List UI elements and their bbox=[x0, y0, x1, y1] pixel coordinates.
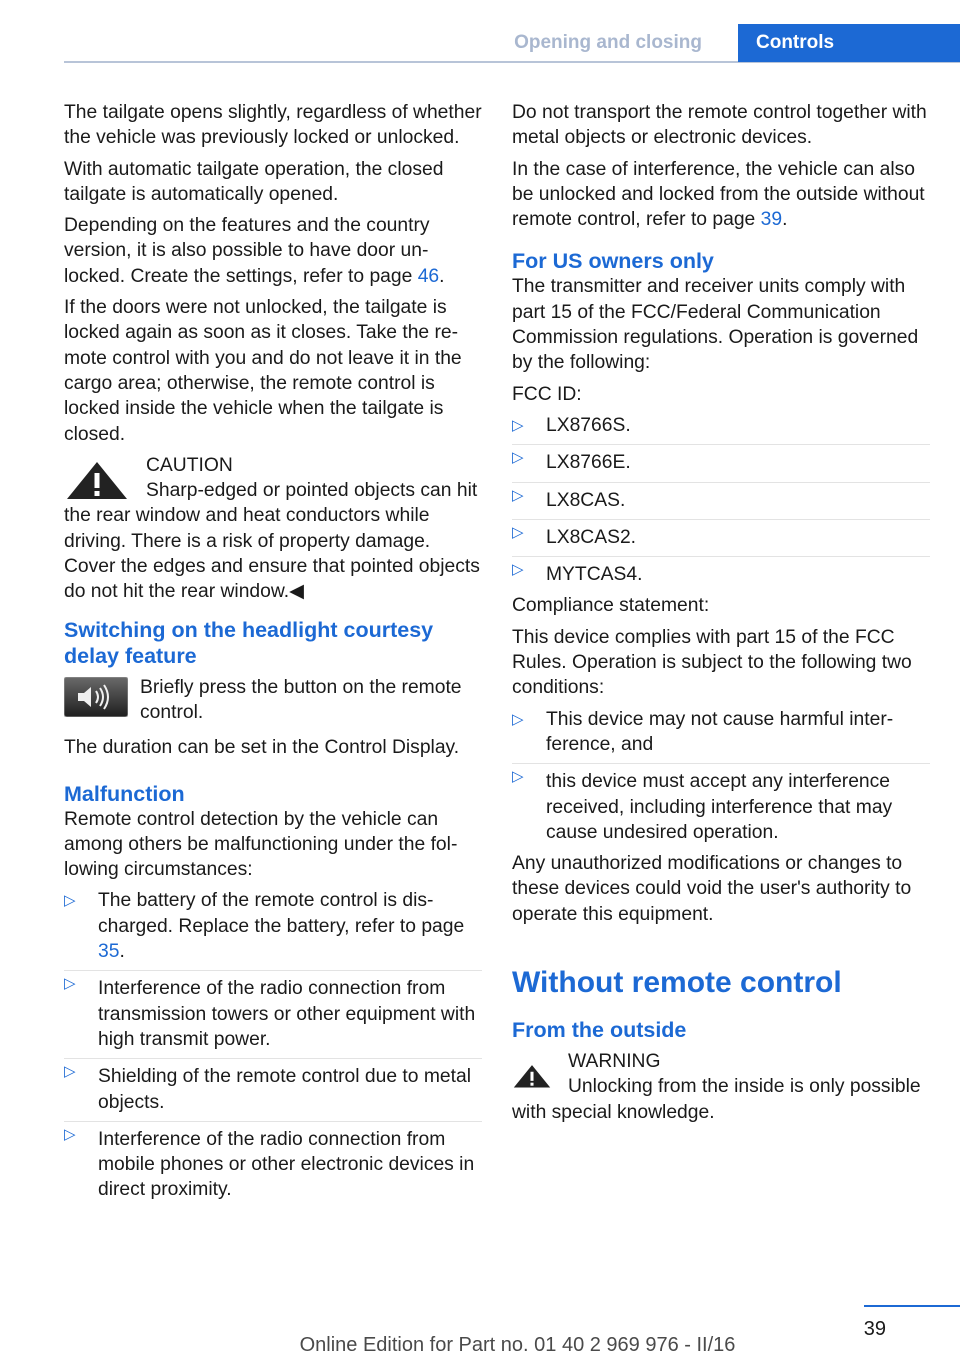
bullet-arrow-icon: ▷ bbox=[512, 486, 524, 504]
bullet-arrow-icon: ▷ bbox=[512, 561, 524, 579]
paragraph: The duration can be set in the Control Display. bbox=[64, 737, 460, 759]
conditions-list bbox=[512, 707, 930, 845]
list-item: ▷ LX8CAS. bbox=[512, 482, 930, 513]
bullet-arrow-icon: ▷ bbox=[512, 416, 524, 434]
heading-from-outside: From the outside bbox=[512, 1018, 687, 1043]
paragraph: Remote control detection by the vehicle can among others be malfunctioning under the following circumstances: bbox=[64, 808, 458, 881]
footer-rule bbox=[864, 1305, 960, 1307]
left-column bbox=[64, 100, 482, 1209]
remote-button-block bbox=[64, 675, 482, 726]
list-item: ▷ LX8766S. bbox=[512, 413, 930, 438]
page-link-35[interactable]: 35 bbox=[98, 941, 120, 963]
bullet-arrow-icon: ▷ bbox=[512, 523, 524, 541]
warning-triangle-icon bbox=[512, 1055, 552, 1097]
warning-title: WARNING bbox=[568, 1051, 661, 1073]
list-item: ▷ Interference of the radio connection from transmission towers or other equipment with high transmit power. bbox=[64, 970, 482, 1052]
paragraph: The transmitter and receiver units comply with part 15 of the FCC/Federal Communication Commission regulations. Operation is governed by the following: bbox=[512, 276, 919, 374]
bullet-arrow-icon: ▷ bbox=[64, 975, 76, 993]
caution-text: Sharp-edged or pointed objects can hit the rear window and heat conductors while driving. There is a risk of property damage. Cover the edges and ensure that pointed objects do not hit the rear window.◀ bbox=[64, 480, 480, 603]
list-item: ▷ Shielding of the remote control due to metal objects. bbox=[64, 1058, 482, 1115]
paragraph: Do not transport the remote control together with metal objects or electronic devices. bbox=[512, 102, 927, 149]
paragraph: This device complies with part 15 of the FCC Rules. Operation is subject to the following two conditions: bbox=[512, 626, 912, 699]
header-tab-controls[interactable]: Controls bbox=[738, 24, 960, 62]
list-item: ▷ this device must accept any interference received, including interference that may cause undesired operation. bbox=[512, 763, 930, 845]
right-column bbox=[512, 100, 930, 1135]
paragraph: Compliance statement: bbox=[512, 595, 710, 617]
headlight-text: Briefly press the button on the remote control. bbox=[140, 676, 462, 723]
header-section-label[interactable]: Opening and closing bbox=[514, 32, 702, 53]
heading-malfunction: Malfunction bbox=[64, 781, 185, 806]
caution-block bbox=[64, 453, 482, 605]
warning-text: Unlocking from the inside is only possible with special knowledge. bbox=[512, 1076, 921, 1123]
list-item: ▷ Interference of the radio connection from mobile phones or other electronic devices in direct proximity. bbox=[64, 1121, 482, 1203]
footer-edition: Online Edition for Part no. 01 40 2 969 976 - II/16 bbox=[299, 1334, 736, 1356]
heading-headlight-courtesy: Switching on the headlight courtesy delay feature bbox=[64, 617, 434, 668]
warning-block bbox=[512, 1049, 930, 1125]
paragraph: If the doors were not unlocked, the tailgate is locked again as soon as it closes. Take the remote control with you and do not leave it in the cargo area; otherwise, the remote control is locked inside the vehicle when the tailgate is closed. bbox=[64, 297, 462, 445]
paragraph: With automatic tailgate operation, the closed tailgate is automatically opened. bbox=[64, 158, 444, 205]
page-link-46[interactable]: 46 bbox=[417, 265, 440, 287]
list-item: ▷ The battery of the remote control is discharged. Replace the battery, refer to page 35. bbox=[64, 890, 465, 963]
page-link-39[interactable]: 39 bbox=[760, 209, 783, 231]
remote-light-button-icon bbox=[64, 677, 128, 717]
paragraph: Any unauthorized modifications or changes to these devices could void the user's authority to operate this equipment. bbox=[512, 853, 912, 925]
list-item: ▷ LX8766E. bbox=[512, 444, 930, 475]
heading-us-owners: For US owners only bbox=[512, 249, 714, 274]
paragraph: Depending on the features and the country version, it is also possible to have door unlocked. Create the settings, refer to page 46. bbox=[64, 215, 445, 287]
heading-without-remote: Without remote control bbox=[512, 966, 842, 1000]
warning-triangle-icon bbox=[64, 459, 130, 501]
list-item: ▷ LX8CAS2. bbox=[512, 519, 930, 550]
malfunction-list bbox=[64, 888, 482, 1202]
bullet-arrow-icon: ▷ bbox=[64, 1125, 76, 1143]
caution-title: CAUTION bbox=[146, 454, 233, 476]
bullet-arrow-icon: ▷ bbox=[64, 1063, 76, 1081]
bullet-arrow-icon: ▷ bbox=[64, 892, 76, 910]
paragraph: In the case of interference, the vehicle can also be unlocked and locked from the outside without remote control, refer to page 39. bbox=[512, 158, 925, 231]
list-item: ▷ MYTCAS4. bbox=[512, 556, 930, 587]
bullet-arrow-icon: ▷ bbox=[512, 449, 524, 467]
bullet-arrow-icon: ▷ bbox=[512, 710, 524, 728]
paragraph: The tailgate opens slightly, regardless of whether the vehicle was previously locked or unlocked. bbox=[64, 102, 482, 149]
fcc-id-list bbox=[512, 413, 930, 587]
list-item: ▷ This device may not cause harmful interference, and bbox=[512, 708, 894, 755]
bullet-arrow-icon: ▷ bbox=[512, 768, 524, 786]
page-number: 39 bbox=[863, 1318, 886, 1340]
paragraph: FCC ID: bbox=[512, 383, 582, 405]
